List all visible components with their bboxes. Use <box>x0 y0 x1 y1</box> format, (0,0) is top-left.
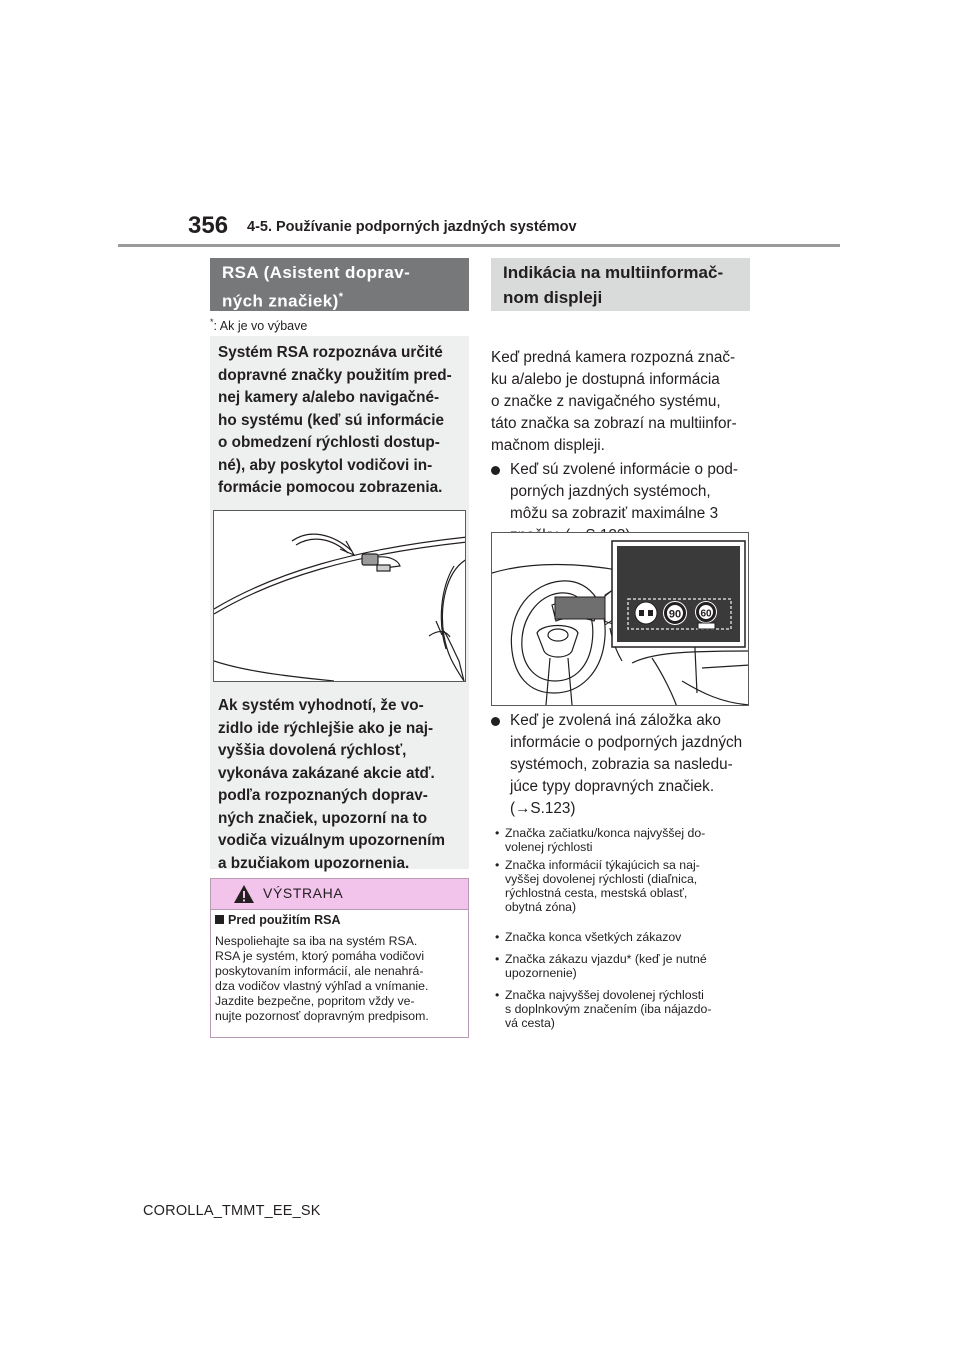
sign-type-line: Značka informácií týkajúcich sa naj- <box>505 858 700 872</box>
paragraph-line: táto značka sa zobrazí na multiinfor- <box>491 415 737 432</box>
footnote-mark: * <box>210 317 214 327</box>
sub-bullet-mark: • <box>495 952 500 966</box>
warning-line: vykonáva zakázané akcie atď. <box>218 764 435 782</box>
caution-text <box>215 934 465 1024</box>
sign-type-line: volenej rýchlosti <box>505 840 593 854</box>
bullet-line: Keď je zvolená iná záložka ako <box>510 712 721 729</box>
cluster-display-drawing <box>492 533 749 706</box>
sign-type-line: vá cesta) <box>505 1016 555 1030</box>
windshield-illustration <box>213 510 466 682</box>
intro-line: dopravné značky použitím pred- <box>218 366 452 384</box>
section-title-line: Indikácia na multiinformač- <box>503 263 724 282</box>
sign-type-item <box>491 826 753 854</box>
footnote-text: : Ak je vo výbave <box>213 319 308 334</box>
body-paragraph <box>491 347 753 457</box>
warning-line: podľa rozpoznaných doprav- <box>218 787 428 804</box>
sign-type-item <box>491 858 753 914</box>
caution-line: nujte pozornosť dopravným predpisom. <box>215 1009 429 1023</box>
sign-type-item <box>491 952 753 980</box>
chapter-title: 4-5. Používanie podporných jazdných systémov <box>247 219 577 235</box>
warning-line: ných značiek, upozorní na to <box>218 809 428 827</box>
intro-box <box>210 336 469 502</box>
bullet-line: júce typy dopravných značiek. <box>510 778 715 795</box>
model-code-footer: COROLLA_TMMT_EE_SK <box>143 1203 321 1219</box>
caution-box <box>210 878 469 1038</box>
sign-type-line: obytná zóna) <box>505 900 577 914</box>
intro-line: ho systému (keď sú informácie <box>218 411 445 429</box>
square-bullet-icon <box>215 915 224 924</box>
bullet-line: môžu sa zobraziť maximálne 3 <box>510 505 719 522</box>
warning-line: a bzučiakom upozornenia. <box>218 854 410 872</box>
footnote-mark: * <box>338 291 344 303</box>
sign-type-text <box>505 930 750 944</box>
paragraph-line: ku a/alebo je dostupná informácia <box>491 371 720 388</box>
caution-line: Nespoliehajte sa iba na systém RSA. <box>215 934 418 948</box>
sign-type-line: Značka konca všetkých zákazov <box>505 930 682 944</box>
intro-line: Systém RSA rozpoznáva určité <box>218 344 443 361</box>
bullet-line: porných jazdných systémoch, <box>510 483 711 500</box>
caution-header <box>211 879 468 910</box>
footnote <box>210 317 307 333</box>
speed-sign-60: 60 <box>700 608 712 620</box>
sign-type-line: s doplnkovým značením (iba nájazdo- <box>505 1002 712 1016</box>
bullet-dot-icon <box>491 466 500 475</box>
paragraph-line: mačnom displeji. <box>491 437 605 454</box>
instrument-cluster-illustration <box>491 532 749 706</box>
windshield-illustration-box <box>210 502 469 689</box>
sign-type-line: Značka zákazu vjazdu* (keď je nutné <box>505 952 707 966</box>
warning-line: vyššia dovolená rýchlosť, <box>218 742 407 759</box>
warning-line: vodiča vizuálnym upozornením <box>218 832 445 849</box>
speed-sign-90: 90 <box>668 608 682 621</box>
sign-type-line: Značka začiatku/konca najvyššej do- <box>505 826 706 840</box>
sign-type-item <box>491 988 753 1030</box>
warning-line: zidlo ide rýchlejšie ako je naj- <box>218 719 434 737</box>
section-title-line <box>222 285 457 314</box>
caution-line: poskytovaním informácií, ale nenahrá- <box>215 964 424 978</box>
caution-line: Jazdite bezpečne, popritom vždy ve- <box>215 994 415 1008</box>
bullet-line: systémoch, zobrazia sa nasledu- <box>510 756 733 773</box>
section-title-rsa <box>210 258 469 311</box>
paragraph-line: o značke z navigačného systému, <box>491 393 721 410</box>
bullet-item <box>491 459 753 531</box>
caution-subtitle <box>215 913 341 927</box>
sign-type-text <box>505 826 750 854</box>
intro-line: formácie pomocou zobrazenia. <box>218 479 443 496</box>
intro-line: nej kamery a/alebo navigačné- <box>218 389 440 406</box>
section-title-text: ných značiek) <box>222 291 339 311</box>
sub-bullet-mark: • <box>495 930 500 944</box>
section-title-line: RSA (Asistent doprav- <box>222 263 411 282</box>
sub-bullet-mark: • <box>495 826 500 840</box>
caution-subtitle-text: Pred použitím RSA <box>228 913 341 927</box>
sign-type-text <box>505 988 750 1030</box>
bullet-item <box>491 710 753 822</box>
sign-type-line: rýchlostná cesta, mestská oblasť, <box>505 886 688 900</box>
warning-line: Ak systém vyhodnotí, že vo- <box>218 697 424 714</box>
warning-triangle-icon <box>233 884 255 904</box>
warning-description-box <box>210 689 469 872</box>
sign-type-text <box>505 858 750 914</box>
section-title-line: nom displeji <box>503 288 603 307</box>
caution-label: VÝSTRAHA <box>263 885 344 901</box>
caution-line: RSA je systém, ktorý pomáha vodičovi <box>215 949 425 963</box>
header-divider <box>118 244 840 247</box>
sign-type-line: vyššej dovolenej rýchlosti (diaľnica, <box>505 872 698 886</box>
page-number: 356 <box>188 212 229 239</box>
sign-type-line: Značka najvyššej dovolenej rýchlosti <box>505 988 704 1002</box>
windshield-camera-drawing <box>214 511 466 682</box>
sub-bullet-mark: • <box>495 988 500 1002</box>
sub-bullet-mark: • <box>495 858 500 872</box>
intro-line: né), aby poskytol vodičovi in- <box>218 456 433 474</box>
intro-line: o obmedzení rýchlosti dostup- <box>218 434 440 451</box>
sign-type-text <box>505 952 750 980</box>
caution-line: dza vodičov vlastný výhľad a vnímanie. <box>215 979 429 993</box>
bullet-dot-icon <box>491 717 500 726</box>
sign-type-item <box>491 930 753 944</box>
paragraph-line: Keď predná kamera rozpozná znač- <box>491 349 736 366</box>
sign-type-line: upozornenie) <box>505 966 577 980</box>
bullet-text <box>510 710 750 820</box>
bullet-line: informácie o podporných jazdných <box>510 734 743 751</box>
bullet-line: Keď sú zvolené informácie o pod- <box>510 461 738 478</box>
section-title-indication <box>491 258 750 311</box>
bullet-line: (→S.123) <box>510 800 576 817</box>
